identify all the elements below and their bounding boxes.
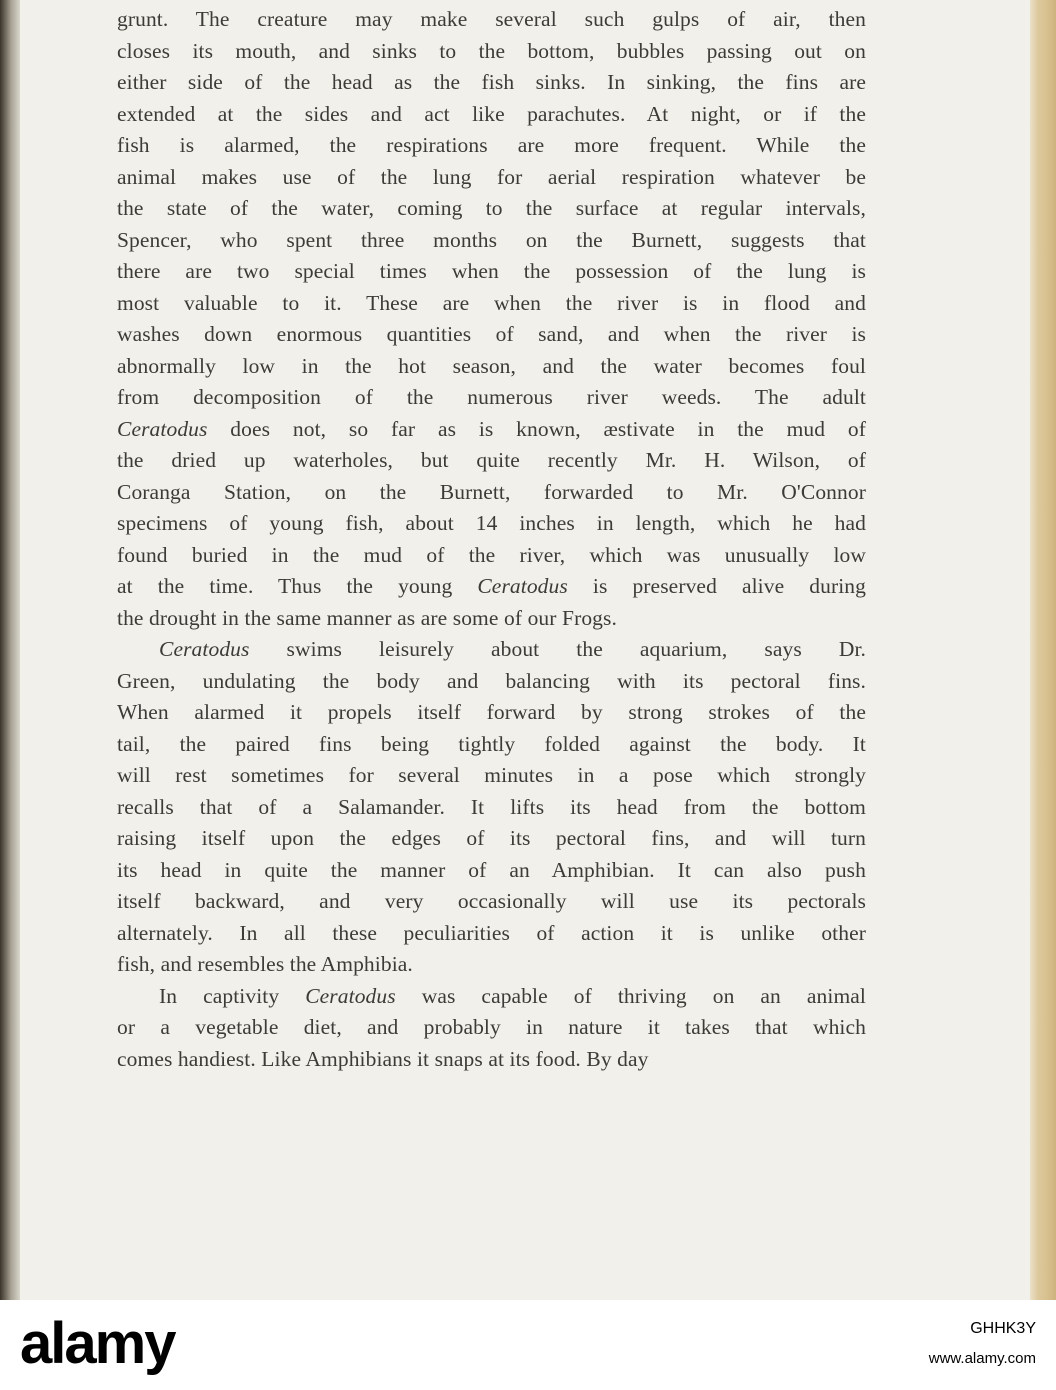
text-line: extended at the sides and act like parachutes. At night, or if the: [117, 101, 866, 126]
text-line: tail, the paired fins being tightly folded against the body. It: [117, 731, 866, 756]
text-line: the state of the water, coming to the surface at regular intervals,: [117, 196, 866, 220]
text-line: grunt. The creature may make several such gulps of air, then: [117, 7, 866, 31]
paragraph-3: [117, 981, 866, 1076]
text-line: In captivity Ceratodus was capable of thriving on an animal: [159, 983, 866, 1008]
text-line: Green, undulating the body and balancing with its pectoral fins.: [117, 668, 866, 693]
book-spine-shadow: [0, 0, 20, 1300]
text-line: from decomposition of the numerous river weeds. The adult: [117, 385, 866, 409]
text-line: found buried in the mud of the river, which was unusually low: [117, 542, 866, 567]
text-line: Ceratodus swims leisurely about the aquarium, says Dr.: [159, 637, 866, 661]
text-line: the dried up waterholes, but quite recently Mr. H. Wilson, of: [117, 448, 866, 472]
text-line: closes its mouth, and sinks to the bottom, bubbles passing out on: [117, 38, 866, 63]
text-line: animal makes use of the lung for aerial respiration whatever be: [117, 164, 866, 189]
text-line: recalls that of a Salamander. It lifts its head from the bottom: [117, 794, 866, 819]
text-line: or a vegetable diet, and probably in nature it takes that which: [117, 1015, 866, 1039]
text-line: raising itself upon the edges of its pectoral fins, and will turn: [117, 826, 866, 850]
image-url: www.alamy.com: [928, 1350, 1036, 1367]
text-line: its head in quite the manner of an Amphibian. It can also push: [117, 857, 866, 882]
text-line: will rest sometimes for several minutes in a pose which strongly: [117, 763, 866, 787]
text-line: washes down enormous quantities of sand, and when the river is: [117, 322, 866, 346]
text-line: fish, and resembles the Amphibia.: [117, 952, 413, 976]
text-line: When alarmed it propels itself forward by strong strokes of the: [117, 700, 866, 724]
page-edge: [1030, 0, 1056, 1300]
text-line: Spencer, who spent three months on the Burnett, suggests that: [117, 227, 866, 252]
text-line: abnormally low in the hot season, and the water becomes foul: [117, 353, 866, 378]
paragraph-2: [117, 634, 866, 981]
text-line: most valuable to it. These are when the river is in flood and: [117, 290, 866, 315]
text-line: at the time. Thus the young Ceratodus is preserved alive during: [117, 574, 866, 598]
text-line: Ceratodus does not, so far as is known, æstivate in the mud of: [117, 416, 866, 441]
page-body-text: [117, 0, 866, 1075]
text-line: specimens of young fish, about 14 inches in length, which he had: [117, 511, 866, 535]
text-line: Coranga Station, on the Burnett, forwarded to Mr. O'Connor: [117, 479, 866, 504]
brand-logo: alamy: [20, 1311, 175, 1376]
paragraph-1: [117, 4, 866, 634]
text-line: there are two special times when the possession of the lung is: [117, 259, 866, 283]
text-line: comes handiest. Like Amphibians it snaps at its food. By day: [117, 1046, 649, 1071]
text-line: itself backward, and very occasionally will use its pectorals: [117, 889, 866, 913]
text-line: the drought in the same manner as are some of our Frogs.: [117, 605, 617, 630]
text-line: fish is alarmed, the respirations are more frequent. While the: [117, 133, 866, 157]
text-line: alternately. In all these peculiarities of action it is unlike other: [117, 920, 866, 945]
text-line: either side of the head as the fish sinks. In sinking, the fins are: [117, 70, 866, 94]
image-id: GHHK3Y: [970, 1320, 1036, 1337]
